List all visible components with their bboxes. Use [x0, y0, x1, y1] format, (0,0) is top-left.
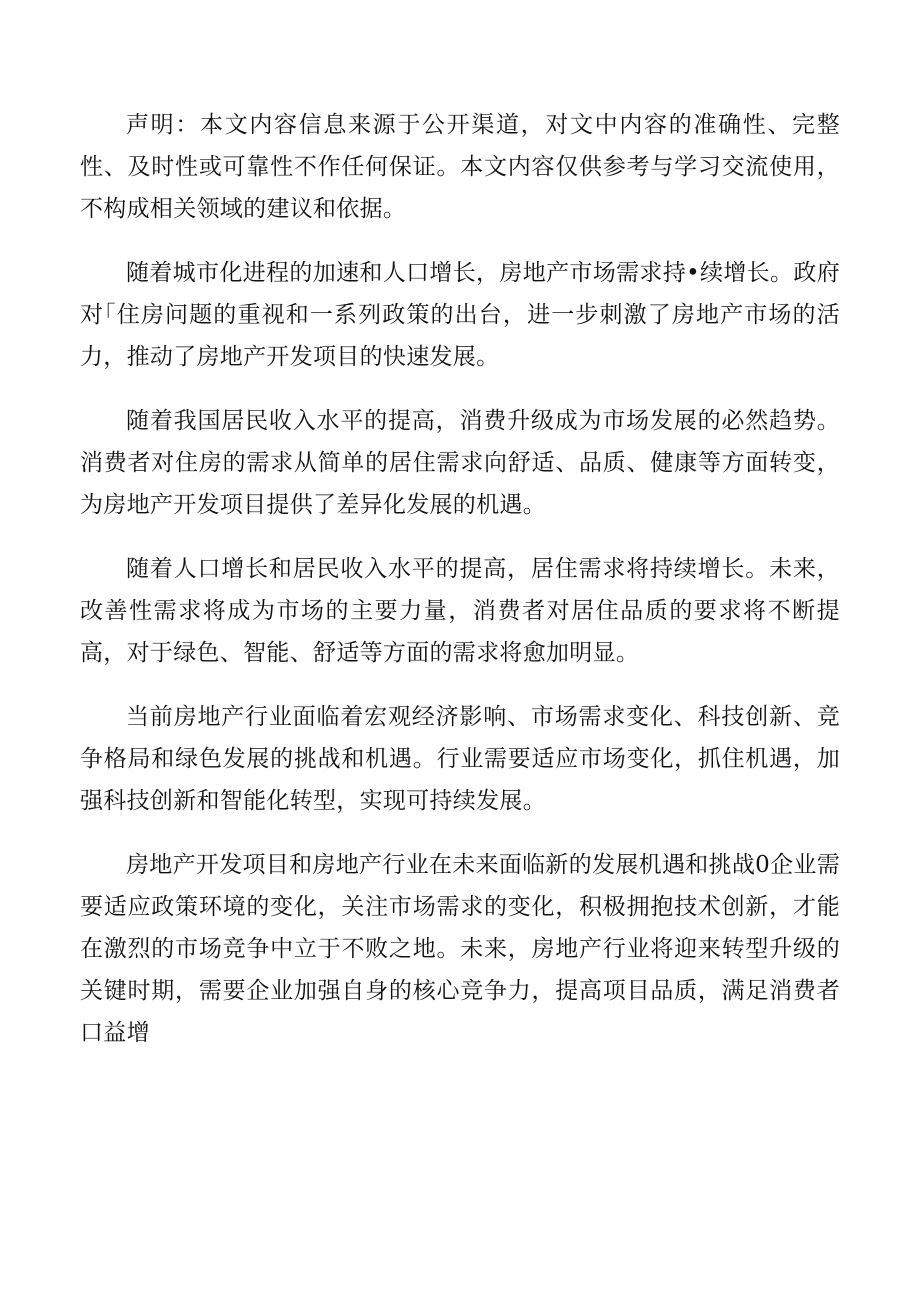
document-body — [80, 104, 840, 1076]
body-paragraph: 随着城市化进程的加速和人口增长，房地产市场需求持•续增长。政府对｢住房问题的重视和一系列政策的出台，进一步刺激了房地产市场的活力，推动了房地产开发项目的快速发展。 — [80, 260, 840, 370]
disclaimer-paragraph: 声明：本文内容信息来源于公开渠道，对文中内容的准确性、完整性、及时性或可靠性不作任何保证。本文内容仅供参考与学习交流使用，不构成相关领域的建议和依据。 — [80, 112, 840, 222]
body-paragraph: 随着我国居民收入水平的提高，消费升级成为市场发展的必然趋势。消费者对住房的需求从简单的居住需求向舒适、品质、健康等方面转变，为房地产开发项目提供了差异化发展的机遇。 — [80, 408, 840, 518]
body-paragraph: 随着人口增长和居民收入水平的提高，居住需求将持续增长。未来，改善性需求将成为市场的主要力量，消费者对居住品质的要求将不断提高，对于绿色、智能、舒适等方面的需求将愈加明显。 — [80, 556, 840, 666]
body-paragraph: 当前房地产行业面临着宏观经济影响、市场需求变化、科技创新、竞争格局和绿色发展的挑战和机遇。行业需要适应市场变化，抓住机遇，加强科技创新和智能化转型，实现可持续发展。 — [80, 704, 840, 814]
body-paragraph: 房地产开发项目和房地产行业在未来面临新的发展机遇和挑战0企业需要适应政策环境的变化，关注市场需求的变化，积极拥抱技术创新，才能在激烈的市场竞争中立于不败之地。未来，房地产行业将迎来转型升级的关键时期，需要企业加强自身的核心竞争力，提高项目品质，满足消费者口益增 — [80, 852, 840, 1046]
